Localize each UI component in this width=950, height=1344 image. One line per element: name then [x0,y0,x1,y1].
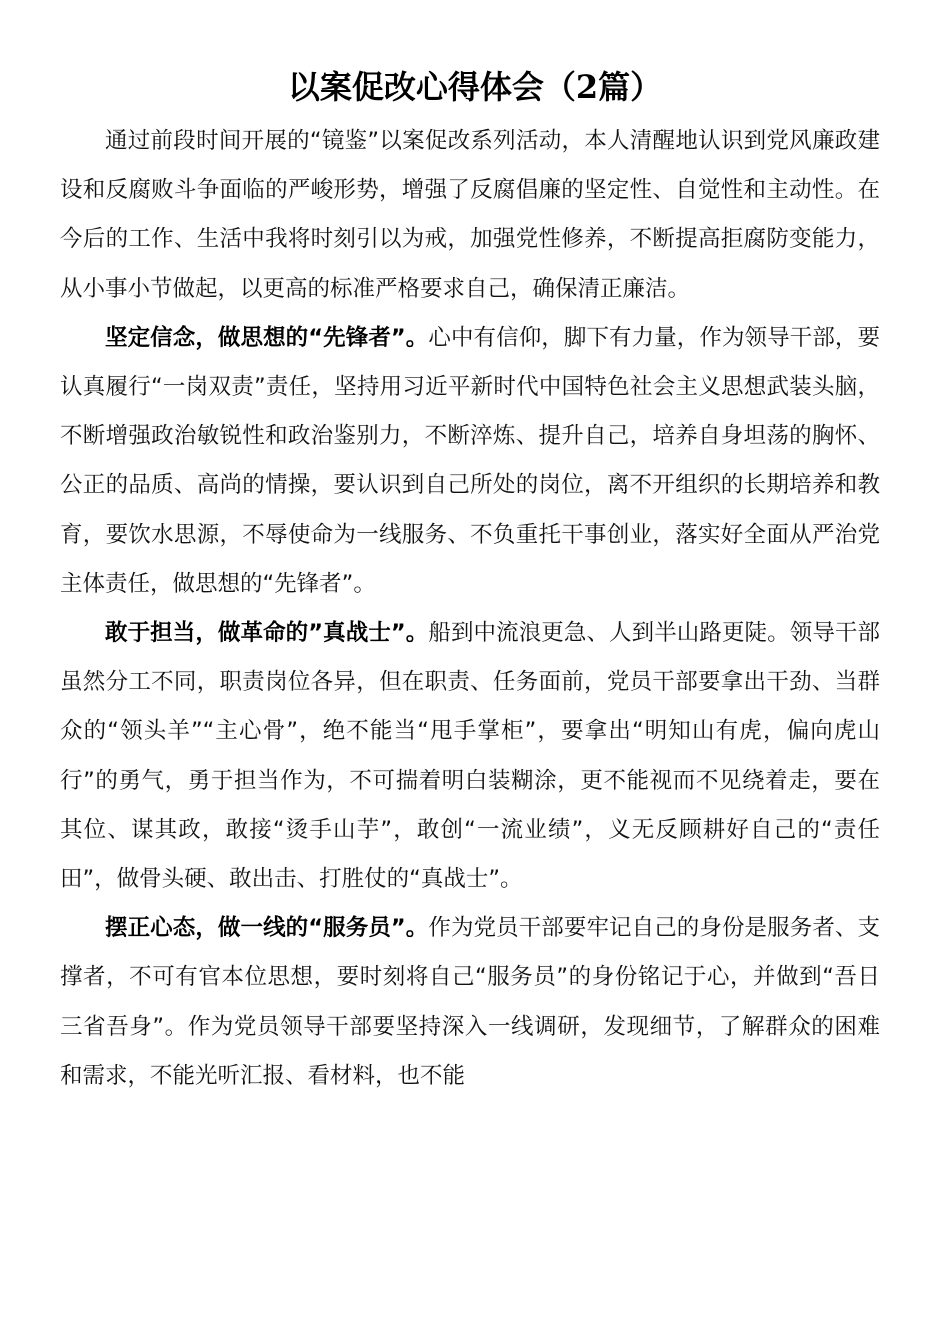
paragraph-text: 作为党员干部要牢记自己的身份是服务者、支撑者，不可有官本位思想，要时刻将自己“服务员”的身份铭记于心，并做到“吾日三省吾身”。作为党员领导干部要坚持深入一线调研，发现细节，了解群众的困难和需求，不能光听汇报、看材料，也不能 [60,915,880,1089]
paragraph-right-attitude [60,904,880,1101]
paragraph-text: 船到中流浪更急、人到半山路更陡。领导干部虽然分工不同，职责岗位各异，但在职责、任务面前，党员干部要拿出干劲、当群众的“领头羊”“主心骨”，绝不能当“甩手掌柜”，要拿出“明知山有虎，偏向虎山行”的勇气，勇于担当作为，不可揣着明白装糊涂，更不能视而不见绕着走，要在其位、谋其政，敢接“烫手山芋”，敢创“一流业绩”，义无反顾耕好自己的“责任田”，做骨头硬、敢出击、打胜仗的“真战士”。 [60,620,880,893]
paragraph-lead: 敢于担当，做革命的”真战士”。 [105,620,429,647]
paragraph-lead: 摆正心态，做一线的“服务员”。 [105,915,429,942]
paragraph-text: 通过前段时间开展的“镜鉴”以案促改系列活动，本人清醒地认识到党风廉政建设和反腐败斗争面临的严峻形势，增强了反腐倡廉的坚定性、自觉性和主动性。在今后的工作、生活中我将时刻引以为戒，加强党性修养，不断提高拒腐防变能力，从小事小节做起，以更高的标准严格要求自己，确保清正廉洁。 [60,128,880,302]
paragraph-take-responsibility [60,609,880,904]
paragraph-firm-belief [60,314,880,609]
document-title: 以案促改心得体会（2篇） [287,68,663,106]
paragraph-text: 心中有信仰，脚下有力量，作为领导干部，要认真履行“一岗双责”责任，坚持用习近平新时代中国特色社会主义思想武装头脑，不断增强政治敏锐性和政治鉴别力，不断淬炼、提升自己，培养自身坦荡的胸怀、公正的品质、高尚的情操，要认识到自己所处的岗位，离不开组织的长期培养和教育，要饮水思源，不辱使命为一线服务、不负重托干事创业，落实好全面从严治党主体责任，做思想的“先锋者”。 [60,324,880,597]
paragraph-intro [60,117,880,314]
document-body [60,117,880,1101]
paragraph-lead: 坚定信念，做思想的“先锋者”。 [105,324,429,351]
